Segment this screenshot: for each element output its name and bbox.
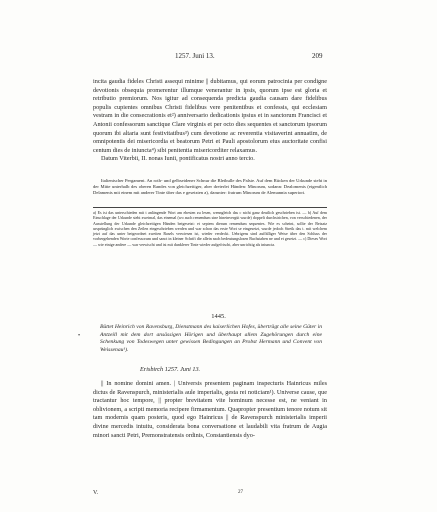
summary-text: Büttet Heinrich von Ravensburg, Dienstmann des kaiserlichen Hofes, überträgt alle seine Güter in Antzeill mit dem dort ansässigen Hörigen und überhaupt allem Zugehörungen durch eine Schenkung von Todeswegen unter gewissen Bedingungen an Probst Hermann und Convent von Weissenau¹).: [100, 324, 322, 353]
document-text: || In nomine domini amen. | Universis presentem paginam inspecturis Hainricus miles dictus de Ravenspurch, ministerialis aule imperialis, gesta rei noticiam¹). Universe cause, que tractantur hoc tempore, || propter brevitatem vite hominum necesse est, ne veniant in oblivionem, a scripti memoria recipere firmamentum. Quapropter presentium tenore notum sit tam modernis quam posteris, quod ego Hainricus || de Ravenspurch ministerialis imperii divine mercedis intuitu, considerata bona conversatione et laudabili vita fratrum de Augia minori sancti Petri, Premonstratensis ordinis, Constantiensis dyo-: [93, 380, 327, 439]
main-text: incita gaudia fideles Christi assequi minime || dubitamus, qui eorum patrocinia per condigne devotionis obsequia promerentur illumque venerantur in ipsis, quorum ipse est gloria et retributio premiorum. Nos igitur ad consequenda predicta gaudia causam dare fidelibus populis cupientes omnibus Christi fidelibus vere penitentibus et confessis, qui ecclesiam vestram in die consecrationis et²) anniversario dedicationis ipsius et in sanctorum Francisci et Antonii confessorum sanctique Clare virginis et per octo dies sequentes et sanctorum ipsorum quorum ibi altaria sunt festivitatibus³) cum devotione ac reverentia visitaverint annuatim, de omnipotentis dei misericordia et beatorum Petri et Pauli apostolorum eius auctoritate confisi centum dies de iniuncta⁴) sibi penitentia misericorditer relaxamus.: [93, 78, 327, 154]
seal-note: Italienischer Pergament. An roth- und gelbseidener Schnur die Bleibulle des Palste. Auf dem Rücken der Urkunde steht in der Mitte unterhalb des oberen Randes von gleichzeitiger, aber dreierlei Händen: Minorum, sodann: Dealomenis (eigentlich Delamenis mit einem mit anderer Tinte über das e gesetzten a), darunter: fratrum Minorum de Alemannia superiori.: [93, 178, 327, 196]
footnotes: [93, 210, 327, 247]
margin-mark: •: [78, 333, 81, 339]
charter-text: [93, 380, 327, 440]
footnote-text: a) Es ist das unterschieden mit t anlängende Wort am ehesten zu lesen, wenngleich das c nicht ganz deutlich geschrieben ist. — b) Auf dem Einschlage der Urkunde steht zweimal, das einemal (wo auch remendum sine hineinvergüt wurde) doppelt durchstrichen, von verschiedenen, der Ausstellung der Urkunde gleichzeitigen Händen beigesetzt: et septem dierum remendum sequentes. Wie es scheint, sollte der Beisatz ursprünglich zwischen den Zeilen eingeschrieben werden und war schon das erste Wort se eingesetzt, wurde jedoch Streik das t. mit welchem jetzt auf das unter beigeordnet zweiten Rasels verwiesen ist, wieder verdeckt. Uebrigens sind auffälliger Weise über den Schluss der vorhergehenden Worte confessorum und sanct in kleiner Schrift die allein nach bedeutungslosen Buchstaben ne und et gesetzt. — c) Dieses Wort — wie einige andere — war verwischt und ist mit dunklerer Tinte wieder aufgefrischt, aber unrichtig als iniuncta.: [93, 210, 327, 247]
document-number: 1445.: [211, 313, 226, 320]
running-header: [0, 52, 437, 62]
footnote-divider: [93, 207, 327, 208]
charter-text-continuation: [93, 78, 327, 164]
seal-description: [93, 178, 327, 196]
document-summary: [100, 324, 322, 354]
place-date: Erisbirch 1257. Juni 13.: [140, 366, 201, 373]
signature-mark: V.: [93, 490, 99, 496]
dating-line: Datum Viterbii, II. nonas Iunii, pontificatus nostri anno tercio.: [101, 155, 255, 163]
sheet-number: 27: [238, 490, 243, 495]
header-date: 1257. Juni 13.: [175, 52, 215, 60]
page-number: 209: [312, 52, 323, 60]
